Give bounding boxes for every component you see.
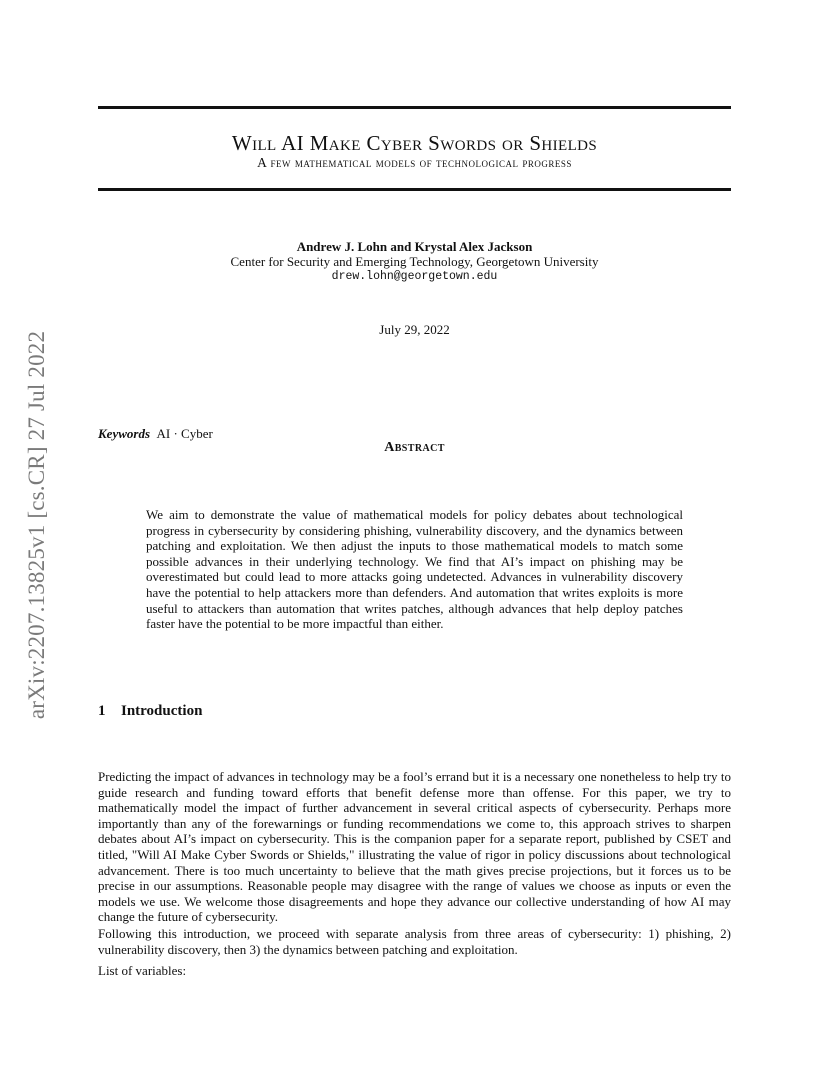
intro-paragraph-1: Predicting the impact of advances in technology may be a fool’s errand but it is a necessary one nonetheless to help try to guide research and funding toward efforts that benefit defense more than offense. For this paper, we try to mathematically model the impact of further advancement in several critical aspects of cybersecurity. Perhaps more importantly than any of the forewarnings or funding recommendations we come to, this approach strives to sharpen debates about AI’s impact on cybersecurity. This is the companion paper for a separate report, published by CSET and titled, "Will AI Make Cyber Swords or Shields," illustrating the value of rigor in policy discussions about technological advancement. There is too much uncertainty to believe that the math gives precise projections, but it forces us to be precise in our assumptions. Reasonable people may disagree with the range of values we choose as inputs or even the models we use. We welcome those disagreements and hope they advance our collective understanding of how AI may change the future of cybersecurity. (98, 769, 731, 925)
paper-date: July 29, 2022 (379, 322, 450, 337)
intro-paragraph-2: Following this introduction, we proceed with separate analysis from three areas of cybersecurity: 1) phishing, 2) vulnerability discovery, then 3) the dynamics between patching and exploitation. (98, 926, 731, 957)
intro-paragraph-3: List of variables: (98, 963, 187, 978)
author-affiliation: Center for Security and Emerging Technology, Georgetown University (230, 254, 599, 269)
top-rule (98, 106, 731, 109)
abstract-heading: Abstract (384, 440, 445, 455)
section-title: Introduction (121, 703, 203, 719)
section-heading-introduction (98, 703, 202, 720)
arxiv-identifier-stamp: arXiv:2207.13825v1 [cs.CR] 27 Jul 2022 (24, 330, 49, 720)
keywords-values: AI · Cyber (156, 426, 213, 441)
bottom-title-rule (98, 188, 731, 191)
author-names: Andrew J. Lohn and Krystal Alex Jackson (296, 239, 533, 254)
keywords-label: Keywords (98, 426, 150, 441)
section-number: 1 (98, 703, 106, 719)
abstract-text: We aim to demonstrate the value of mathematical models for policy debates about technological progress in cybersecurity by considering phishing, vulnerability discovery, and the dynamics between patching and exploitation. We then adjust the inputs to those mathematical models to match some possible advances in their underlying technology. We find that AI’s impact on phishing may be overestimated but could lead to more attacks going undetected. Advances in vulnerability discovery have the potential to help attackers more than defenders. And automation that writes exploits is more useful to attackers than automation that writes patches, although advances that help deploy patches faster have the potential to be more impactful than either. (146, 507, 683, 632)
paper-title: Will AI Make Cyber Swords or Shields (231, 131, 598, 155)
paper-subtitle: A few mathematical models of technological progress (257, 155, 572, 170)
author-email: drew.lohn@georgetown.edu (331, 270, 498, 283)
